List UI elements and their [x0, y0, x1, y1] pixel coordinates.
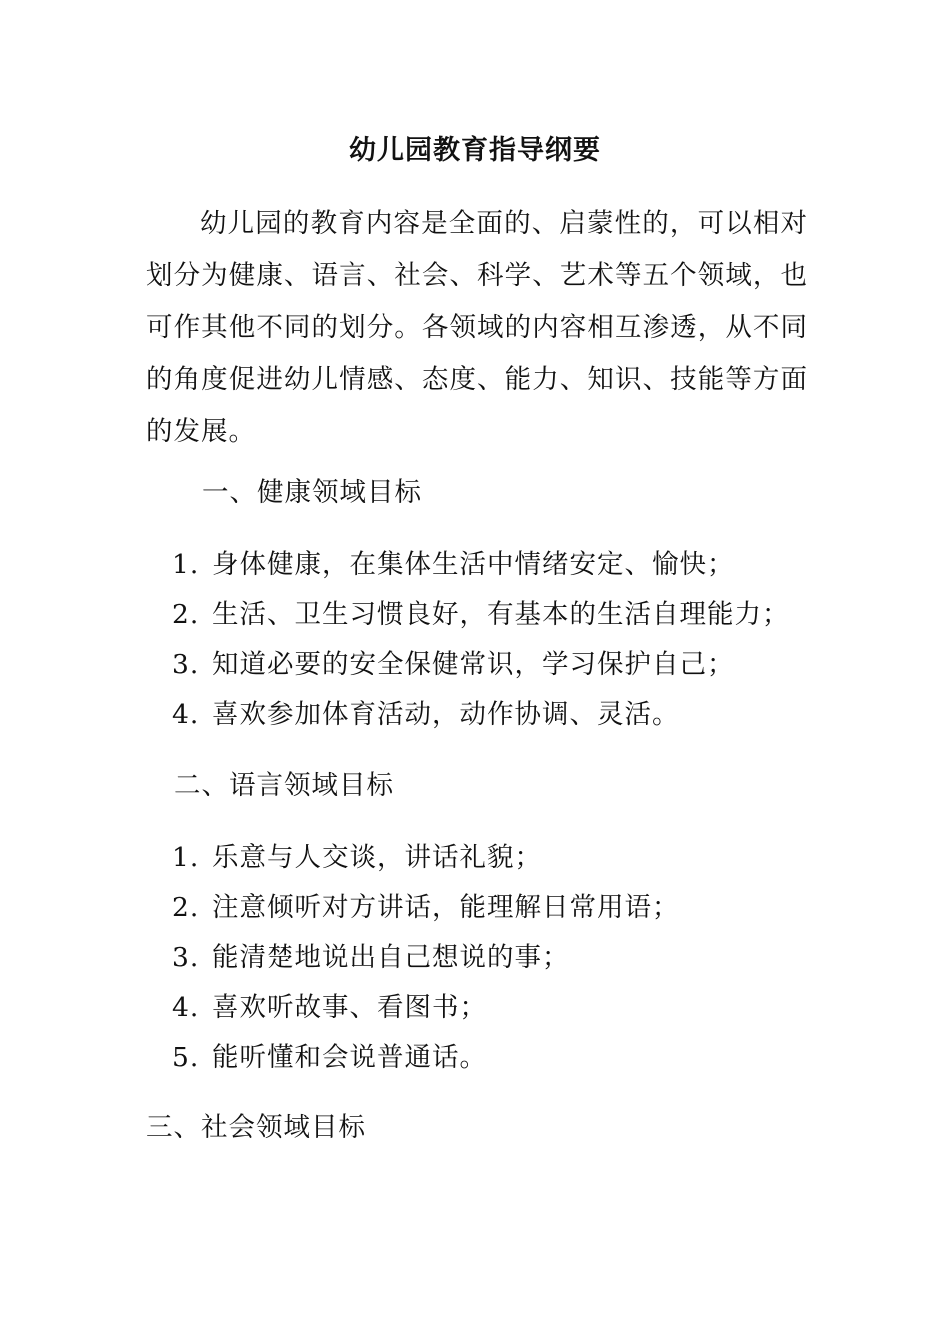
list-item	[172, 595, 790, 645]
list-item	[172, 645, 790, 695]
item-text: 注意倾听对方讲话，能理解日常用语；	[212, 892, 680, 923]
health-goals-list	[172, 545, 790, 745]
intro-paragraph: 幼儿园的教育内容是全面的、启蒙性的，可以相对划分为健康、语言、社会、科学、艺术等五个领域，也可作其他不同的划分。各领域的内容相互渗透，从不同的角度促进幼儿情感、态度、能力、知识、技能等方面的发展。	[146, 208, 808, 447]
section-heading-language: 二、语言领域目标	[174, 770, 394, 801]
item-number: 4.	[172, 699, 200, 730]
item-number: 3.	[172, 649, 200, 680]
item-text: 能清楚地说出自己想说的事；	[212, 942, 570, 973]
section-heading-social: 三、社会领域目标	[146, 1112, 366, 1143]
item-number: 3.	[172, 942, 200, 973]
list-item	[172, 838, 680, 888]
document-title: 幼儿园教育指导纲要	[349, 135, 601, 166]
list-item	[172, 888, 680, 938]
item-text: 知道必要的安全保健常识，学习保护自己；	[212, 649, 735, 680]
item-number: 2.	[172, 599, 200, 630]
list-item	[172, 938, 680, 988]
item-number: 2.	[172, 892, 200, 923]
list-item	[172, 988, 680, 1038]
item-number: 1.	[172, 842, 200, 873]
list-item	[172, 545, 790, 595]
list-item	[172, 695, 790, 745]
item-text: 喜欢听故事、看图书；	[212, 992, 487, 1023]
language-goals-list	[172, 838, 680, 1088]
item-text: 生活、卫生习惯良好，有基本的生活自理能力；	[212, 599, 790, 630]
list-item	[172, 1038, 680, 1088]
section-heading-health: 一、健康领域目标	[202, 477, 422, 508]
item-text: 能听懂和会说普通话。	[212, 1042, 487, 1073]
item-text: 身体健康，在集体生活中情绪安定、愉快；	[212, 549, 735, 580]
item-number: 4.	[172, 992, 200, 1023]
item-number: 5.	[172, 1042, 200, 1073]
item-text: 乐意与人交谈，讲话礼貌；	[212, 842, 542, 873]
item-text: 喜欢参加体育活动，动作协调、灵活。	[212, 699, 680, 730]
item-number: 1.	[172, 549, 200, 580]
